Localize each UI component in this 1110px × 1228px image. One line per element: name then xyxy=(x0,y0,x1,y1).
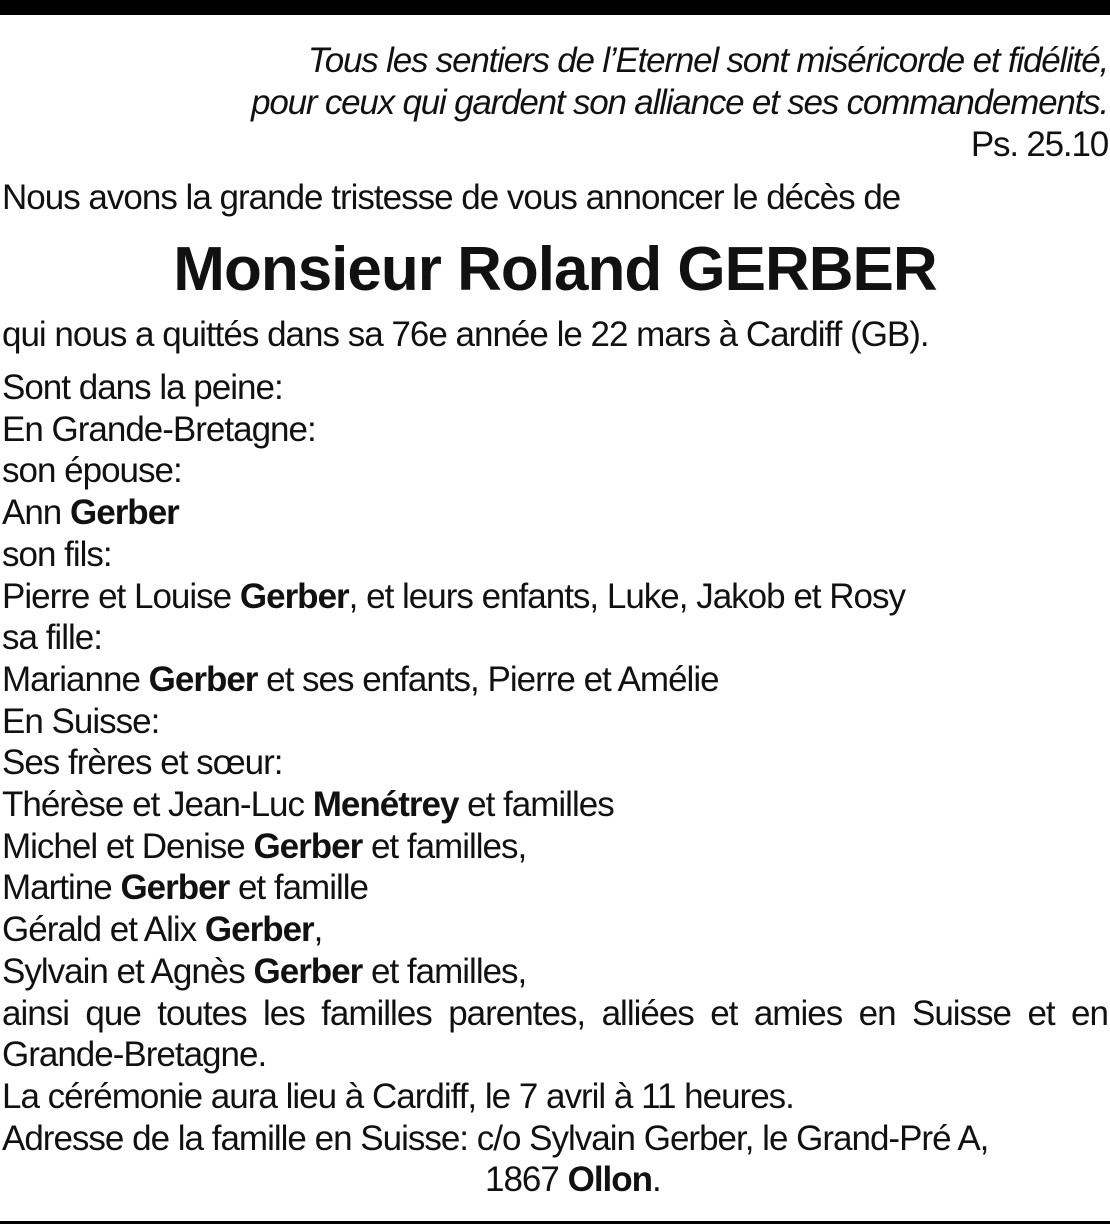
sibling-first: Gérald et Alix xyxy=(2,910,205,950)
relatives-line-2: Grande-Bretagne. xyxy=(2,1035,267,1075)
son-rest: , et leurs enfants, Luke, Jakob et Rosy xyxy=(348,576,905,616)
bottom-rule xyxy=(0,1221,1110,1224)
sibling-surname: Gerber xyxy=(253,826,363,866)
sibling-surname: Gerber xyxy=(120,868,230,908)
deceased-name: Monsieur Roland GERBER xyxy=(173,235,937,304)
sibling-entry xyxy=(2,909,1108,951)
verse-line-1: Tous les sentiers de l’Eternel sont miséricorde et fidélité, xyxy=(307,41,1108,80)
uk-heading: En Grande-Bretagne: xyxy=(2,409,316,449)
spouse-entry xyxy=(2,492,1108,534)
swiss-heading: En Suisse: xyxy=(2,701,160,741)
sibling-entry xyxy=(2,784,1108,826)
passing-details: qui nous a quittés dans sa 76e année le 22 mars à Cardiff (GB). xyxy=(2,315,929,354)
mourning-heading: Sont dans la peine: xyxy=(2,368,283,407)
sibling-rest: et famille xyxy=(229,868,368,908)
top-rule xyxy=(0,0,1110,15)
sibling-surname: Gerber xyxy=(204,910,314,950)
verse-reference: Ps. 25.10 xyxy=(970,125,1108,164)
address-postcode: 1867 xyxy=(485,1160,568,1200)
bible-verse xyxy=(251,40,1108,166)
sibling-first: Thérèse et Jean-Luc xyxy=(2,785,313,825)
son-label: son fils: xyxy=(2,534,112,574)
sibling-first: Martine xyxy=(2,868,121,908)
address-end: . xyxy=(652,1160,661,1200)
spouse-first: Ann xyxy=(2,493,70,533)
sibling-rest: , xyxy=(313,910,323,950)
ceremony-details: La cérémonie aura lieu à Cardiff, le 7 avril à 11 heures. xyxy=(2,1076,794,1116)
spouse-surname: Gerber xyxy=(70,493,179,533)
daughter-rest: et ses enfants, Pierre et Amélie xyxy=(257,659,719,699)
verse-line-2: pour ceux qui gardent son alliance et ses commandements. xyxy=(251,83,1108,122)
daughter-surname: Gerber xyxy=(148,659,258,699)
relatives-line-1: ainsi que toutes les familles parentes, alliées et amies en Suisse et en xyxy=(2,993,1108,1033)
address-town-line xyxy=(2,1159,1108,1201)
sibling-entry xyxy=(2,951,1108,993)
sibling-rest: et familles xyxy=(458,785,614,825)
announcement-intro: Nous avons la grande tristesse de vous annoncer le décès de xyxy=(2,178,901,217)
address-town: Ollon xyxy=(567,1160,653,1200)
sibling-surname: Menétrey xyxy=(312,785,459,825)
sibling-surname: Gerber xyxy=(253,951,363,991)
siblings-label: Ses frères et sœur: xyxy=(2,743,283,783)
spouse-label: son épouse: xyxy=(2,451,182,491)
daughter-label: sa fille: xyxy=(2,618,102,658)
daughter-entry xyxy=(2,659,1108,701)
sibling-rest: et familles, xyxy=(362,826,527,866)
son-surname: Gerber xyxy=(239,576,349,616)
sibling-first: Sylvain et Agnès xyxy=(2,951,254,991)
family-list xyxy=(2,367,1108,1201)
sibling-entry xyxy=(2,867,1108,909)
son-entry xyxy=(2,576,1108,618)
sibling-entry xyxy=(2,826,1108,868)
sibling-first: Michel et Denise xyxy=(2,826,254,866)
sibling-rest: et familles, xyxy=(362,951,527,991)
son-first: Pierre et Louise xyxy=(2,576,240,616)
daughter-first: Marianne xyxy=(2,659,149,699)
family-address: Adresse de la famille en Suisse: c/o Sylvain Gerber, le Grand-Pré A, xyxy=(2,1118,989,1158)
